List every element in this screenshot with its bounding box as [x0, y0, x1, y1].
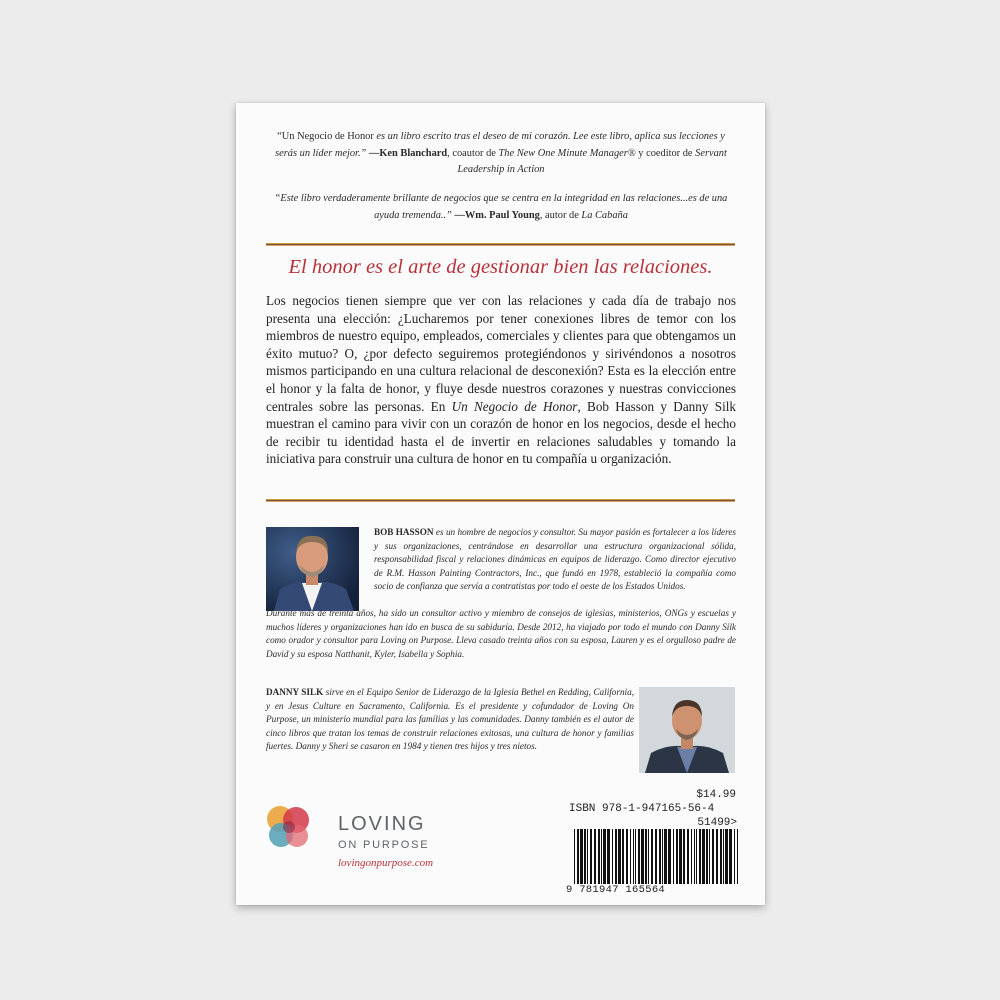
divider-middle	[266, 499, 735, 502]
barcode-bar	[612, 829, 613, 884]
quote-1-role: , coautor de	[447, 147, 499, 159]
barcode-bar	[630, 829, 631, 884]
quote-2-book: La Cabaña	[581, 209, 628, 221]
barcode-bar	[716, 829, 718, 884]
quote-1-book-1: The New One Minute Manager®	[498, 147, 636, 159]
barcode-bar	[659, 829, 661, 884]
barcode-bar	[590, 829, 592, 884]
barcode-bar	[694, 829, 695, 884]
barcode-bar	[696, 829, 697, 884]
isbn: ISBN 978-1-947165-56-4	[569, 803, 715, 815]
quote-1-opening: “Un Negocio de Honor	[277, 131, 377, 142]
barcode-bar	[635, 829, 636, 884]
barcode-bar	[683, 829, 685, 884]
loving-on-purpose-logo-icon	[264, 803, 314, 853]
barcode-bar	[673, 829, 674, 884]
barcode-bar	[594, 829, 596, 884]
book-description	[266, 292, 736, 468]
barcode-bar	[662, 829, 663, 884]
logo-line-2: ON PURPOSE	[338, 839, 430, 851]
price: $14.99	[696, 789, 736, 801]
barcode-bar	[638, 829, 640, 884]
barcode-bar	[706, 829, 708, 884]
barcode-bar	[702, 829, 705, 884]
barcode-bar	[577, 829, 579, 884]
bio-bob-hasson	[374, 526, 736, 594]
barcode-bar	[598, 829, 600, 884]
barcode-bar	[580, 829, 583, 884]
barcode-bar	[603, 829, 606, 884]
barcode-bar	[691, 829, 692, 884]
quote-1-connector: y coeditor de	[635, 147, 696, 159]
quote-2-author: —Wm. Paul Young	[451, 209, 540, 221]
barcode-bar	[651, 829, 653, 884]
barcode-number: 9 781947 165564	[566, 884, 666, 896]
bob-hasson-photo	[266, 527, 359, 611]
barcode-bar	[687, 829, 689, 884]
endorsement-quote-2	[266, 191, 736, 224]
quote-2-role: , autor de	[539, 209, 582, 221]
barcode-bar	[729, 829, 732, 884]
barcode-bar	[655, 829, 657, 884]
logo-line-1: LOVING	[338, 813, 426, 835]
danny-silk-photo	[639, 687, 735, 773]
book-back-cover	[236, 103, 765, 905]
barcode-bar	[664, 829, 667, 884]
barcode-bar	[679, 829, 682, 884]
barcode-bar	[615, 829, 617, 884]
quote-1-text: es un libro escrito tras el deseo de mi corazón. Lee este libro, aplica sus lecciones y serás un líder mejor.”	[275, 131, 725, 159]
barcode-bar	[737, 829, 738, 884]
barcode-bar	[725, 829, 728, 884]
bio-2-name: DANNY SILK	[266, 687, 324, 697]
barcode-addon: 51499>	[697, 817, 737, 829]
bio-1-name: BOB HASSON	[374, 527, 434, 537]
tagline: El honor es el arte de gestionar bien las relaciones.	[288, 256, 713, 278]
barcode-bar	[709, 829, 710, 884]
quote-2-text: “Este libro verdaderamente brillante de negocios que se centra en la integridad en las relaciones...es de una ayuda tremenda..”	[274, 193, 728, 221]
divider-top	[266, 243, 735, 246]
barcode-bar	[584, 829, 586, 884]
barcode-bar	[574, 829, 575, 884]
barcode-bar	[648, 829, 649, 884]
barcode-bar	[622, 829, 624, 884]
barcode-bar	[641, 829, 644, 884]
bio-danny-silk	[266, 686, 634, 754]
barcode-bar	[633, 829, 634, 884]
barcode-bar	[618, 829, 621, 884]
barcode-bar	[676, 829, 678, 884]
barcode	[574, 829, 738, 884]
barcode-bar	[712, 829, 714, 884]
bio-2-text: sirve en el Equipo Senior de Liderazgo de la Iglesia Bethel en Redding, California, y en Jesus Culture en Sacramento, California. Es el presidente y cofundador de Loving On Purpose, un ministerio mundial para las familias y las comunidades. Danny también es el autor de cinco libros que tratan los temas de construir relaciones exitosas, una cultura de honor y familias fuertes. Danny y Sheri se casaron en 1984 y tienen tres hijos y tres nietos.	[266, 687, 635, 751]
barcode-bar	[626, 829, 628, 884]
barcode-bar	[587, 829, 588, 884]
barcode-bar	[723, 829, 724, 884]
quote-1-book-2: Servant Leadership in Action	[457, 147, 727, 175]
barcode-bar	[601, 829, 602, 884]
bio-1-text-a: es un hombre de negocios y consultor. Su mayor pasión es fortalecer a los líderes y sus organizaciones, centrándose en desarrollar una estructura organizacional sólida, responsabilidad fiscal y relaciones dinámicas en equipos de liderazgo. Como director ejecutivo de R.M. Hasson Painting Contractors, Inc., que fundó en 1978, estableció la compañía como socio de confianza que servía a contratistas por todo el oeste de los Estados Unidos.	[374, 527, 737, 591]
bio-bob-hasson-continued: Durante más de treinta años, ha sido un consultor activo y miembro de consejos de iglesias, ministerios, ONGs y escuelas y muchos líderes y organizaciones han ido en busca de su sabiduría. Desde 2012, ha viajado por todo el mundo con Danny Silk como orador y consultor para Loving on Purpose. Lleva casado treinta años con su esposa, Lauren y es el orgulloso padre de David y su esposa Natthanit, Kyler, Isabella y Sophia.	[266, 608, 736, 659]
barcode-bar	[668, 829, 671, 884]
barcode-bar	[699, 829, 701, 884]
quote-1-author: —Ken Blanchard	[366, 147, 448, 159]
description-part-1: Los negocios tienen siempre que ver con las relaciones y cada día de trabajo nos presenta una elección: ¿Lucharemos por tener conexiones libres de temor con los miembros de nuestro equipo, empleados, comerciales y clientes para que obtengamos un éxito mutuo? O, ¿por defecto seguiremos protegiéndonos y sirivéndonos a nosotros mismos participando en una cultura relacional de desconexión? Esta es la elección entre el honor y la falta de honor, y fluye desde nuestros corazones y nuestras convicciones centrales sobre las personas. En	[266, 293, 736, 414]
barcode-bar	[720, 829, 722, 884]
description-book-title: Un Negocio de Honor	[451, 398, 578, 414]
endorsement-quote-1	[266, 129, 736, 179]
barcode-bar	[607, 829, 610, 884]
logo-url: lovingonpurpose.com	[338, 857, 434, 869]
barcode-bar	[734, 829, 735, 884]
barcode-bar	[645, 829, 647, 884]
description-part-2: , Bob Hasson y Danny Silk muestran el camino para vivir con un corazón de honor en los negocios, desde el hecho de recibir tu identidad hasta el de invertir en relaciones saludables y tomando la iniciativa para construir una cultura de honor en tu compañía u organización.	[266, 398, 736, 467]
